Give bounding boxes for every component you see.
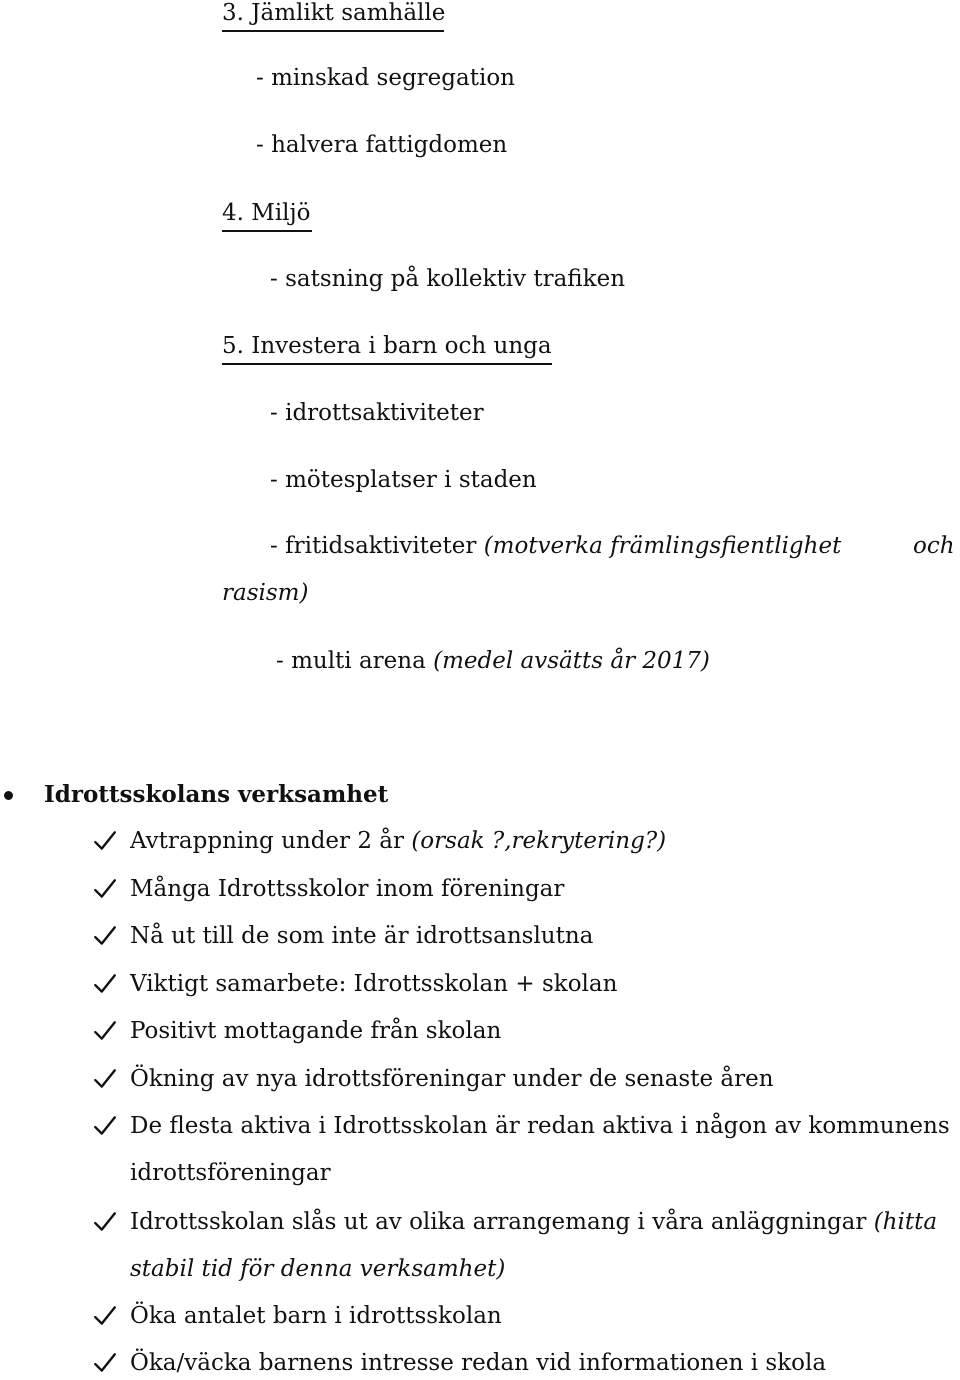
section-3-item-2: - halvera fattigdomen [256,132,508,158]
section-3-title: Jämlikt samhälle [251,0,446,26]
check-item-4: Viktigt samarbete: Idrottsskolan + skolan [130,971,618,997]
check-mark-icon [92,1350,118,1376]
section-3-item-1: - minskad segregation [256,65,515,91]
filled-circle-icon [4,791,13,800]
section-5-item-3-text: - fritidsaktiviteter [270,533,477,559]
section-5-title: Investera i barn och unga [251,333,552,359]
section-5-item-4-text: - multi arena [276,648,426,674]
check-item-8 [130,1207,937,1237]
check-mark-icon [92,1113,118,1139]
check-item-8-continuation: stabil tid för denna verksamhet) [130,1256,506,1282]
check-item-8-text: Idrottsskolan slås ut av olika arrangemang i våra anläggningar [130,1209,867,1235]
check-item-9: Öka antalet barn i idrottsskolan [130,1303,502,1329]
section-5-item-4-italic: (medel avsätts år 2017) [433,648,710,674]
bullet-heading: Idrottsskolans verksamhet [44,781,389,808]
check-item-2: Många Idrottsskolor inom föreningar [130,876,565,902]
section-5-number: 5. [222,333,244,359]
section-5-item-3-och: och [913,533,955,559]
check-item-6: Ökning av nya idrottsföreningar under de senaste åren [130,1066,774,1092]
section-5-heading [222,331,552,365]
section-4-item-1: - satsning på kollektiv trafiken [270,266,626,292]
check-mark-icon [92,1303,118,1329]
section-4-number: 4. [222,200,244,226]
check-item-1-italic: (orsak ?,rekrytering?) [411,828,667,854]
check-item-7-continuation: idrottsföreningar [130,1160,331,1186]
section-5-item-1: - idrottsaktiviteter [270,400,484,426]
section-5-item-3 [270,531,841,561]
check-item-1-text: Avtrappning under 2 år [130,828,405,854]
check-item-10: Öka/väcka barnens intresse redan vid informationen i skola [130,1350,827,1376]
check-mark-icon [92,828,118,854]
check-mark-icon [92,971,118,997]
section-5-item-3-continuation: rasism) [222,580,309,606]
check-item-1 [130,826,666,856]
check-mark-icon [92,923,118,949]
section-4-heading [222,198,312,232]
section-3-heading [222,0,444,32]
section-3-number: 3. [222,0,244,26]
check-mark-icon [92,1018,118,1044]
check-item-3: Nå ut till de som inte är idrottsanslutna [130,923,594,949]
section-5-item-4 [276,646,710,676]
check-item-5: Positivt mottagande från skolan [130,1018,502,1044]
section-5-item-3-italic: (motverka främlingsfientlighet [483,533,842,559]
check-mark-icon [92,876,118,902]
check-mark-icon [92,1066,118,1092]
check-mark-icon [92,1209,118,1235]
check-item-8-italic: (hitta [873,1209,938,1235]
section-4-title: Miljö [251,200,311,226]
check-item-7: De flesta aktiva i Idrottsskolan är redan aktiva i någon av kommunens [130,1113,950,1139]
section-5-item-2: - mötesplatser i staden [270,467,537,493]
